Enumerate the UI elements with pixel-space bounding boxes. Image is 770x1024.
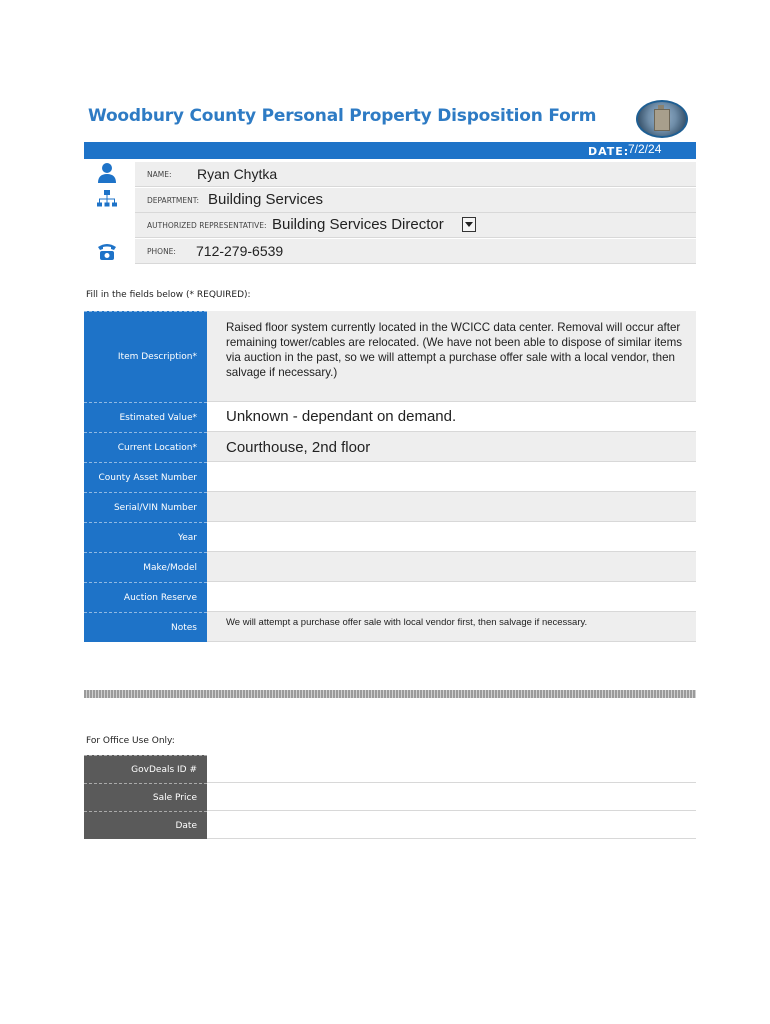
dropdown-arrow-icon[interactable] — [462, 217, 476, 232]
serial-vin-field[interactable] — [207, 492, 696, 522]
sale-price-field[interactable] — [207, 783, 696, 811]
notes-label: Notes — [84, 612, 207, 642]
form-title: Woodbury County Personal Property Disposition Form — [88, 106, 597, 126]
item-description-field[interactable]: Raised floor system currently located in the WCICC data center. Removal will occur after remaining tower/cables are relocated. (We have not been able to dispose of similar items via auction in the past, so we will attempt a purchase offer sale with a local vendor, then salvage if necessary.) — [207, 311, 696, 402]
representative-row — [135, 213, 696, 238]
telephone-icon — [96, 240, 118, 262]
department-label: DEPARTMENT: — [147, 196, 200, 205]
representative-label: AUTHORIZED REPRESENTATIVE: — [147, 221, 267, 230]
item-description-label: Item Description* — [84, 311, 207, 402]
make-model-field[interactable] — [207, 552, 696, 582]
office-date-label: Date — [84, 811, 207, 839]
county-seal-icon — [636, 100, 688, 138]
required-note: Fill in the fields below (* REQUIRED): — [86, 290, 251, 300]
name-label: NAME: — [147, 170, 172, 179]
org-chart-icon — [96, 188, 118, 210]
date-value[interactable]: 7/2/24 — [628, 142, 662, 156]
date-label: DATE: — [588, 145, 630, 158]
name-row — [135, 162, 696, 187]
county-asset-number-field[interactable] — [207, 462, 696, 492]
estimated-value-field[interactable]: Unknown - dependant on demand. — [207, 402, 696, 432]
county-asset-number-label: County Asset Number — [84, 462, 207, 492]
estimated-value-label: Estimated Value* — [84, 402, 207, 432]
representative-select[interactable]: Building Services Director — [272, 216, 444, 233]
serial-vin-label: Serial/VIN Number — [84, 492, 207, 522]
notes-field[interactable]: We will attempt a purchase offer sale with local vendor first, then salvage if necessary. — [207, 612, 696, 642]
current-location-label: Current Location* — [84, 432, 207, 462]
department-field[interactable]: Building Services — [208, 191, 324, 208]
auction-reserve-field[interactable] — [207, 582, 696, 612]
govdeals-id-field[interactable] — [207, 755, 696, 783]
office-date-field[interactable] — [207, 811, 696, 839]
phone-row — [135, 239, 696, 264]
person-icon — [96, 162, 118, 184]
sale-price-label: Sale Price — [84, 783, 207, 811]
section-divider — [84, 690, 696, 698]
name-field[interactable]: Ryan Chytka — [197, 166, 278, 182]
office-use-note: For Office Use Only: — [86, 736, 175, 746]
department-row — [135, 188, 696, 213]
year-label: Year — [84, 522, 207, 552]
auction-reserve-label: Auction Reserve — [84, 582, 207, 612]
phone-field[interactable]: 712-279-6539 — [196, 243, 284, 259]
make-model-label: Make/Model — [84, 552, 207, 582]
phone-label: PHONE: — [147, 247, 176, 256]
govdeals-id-label: GovDeals ID # — [84, 755, 207, 783]
year-field[interactable] — [207, 522, 696, 552]
current-location-field[interactable]: Courthouse, 2nd floor — [207, 432, 696, 462]
